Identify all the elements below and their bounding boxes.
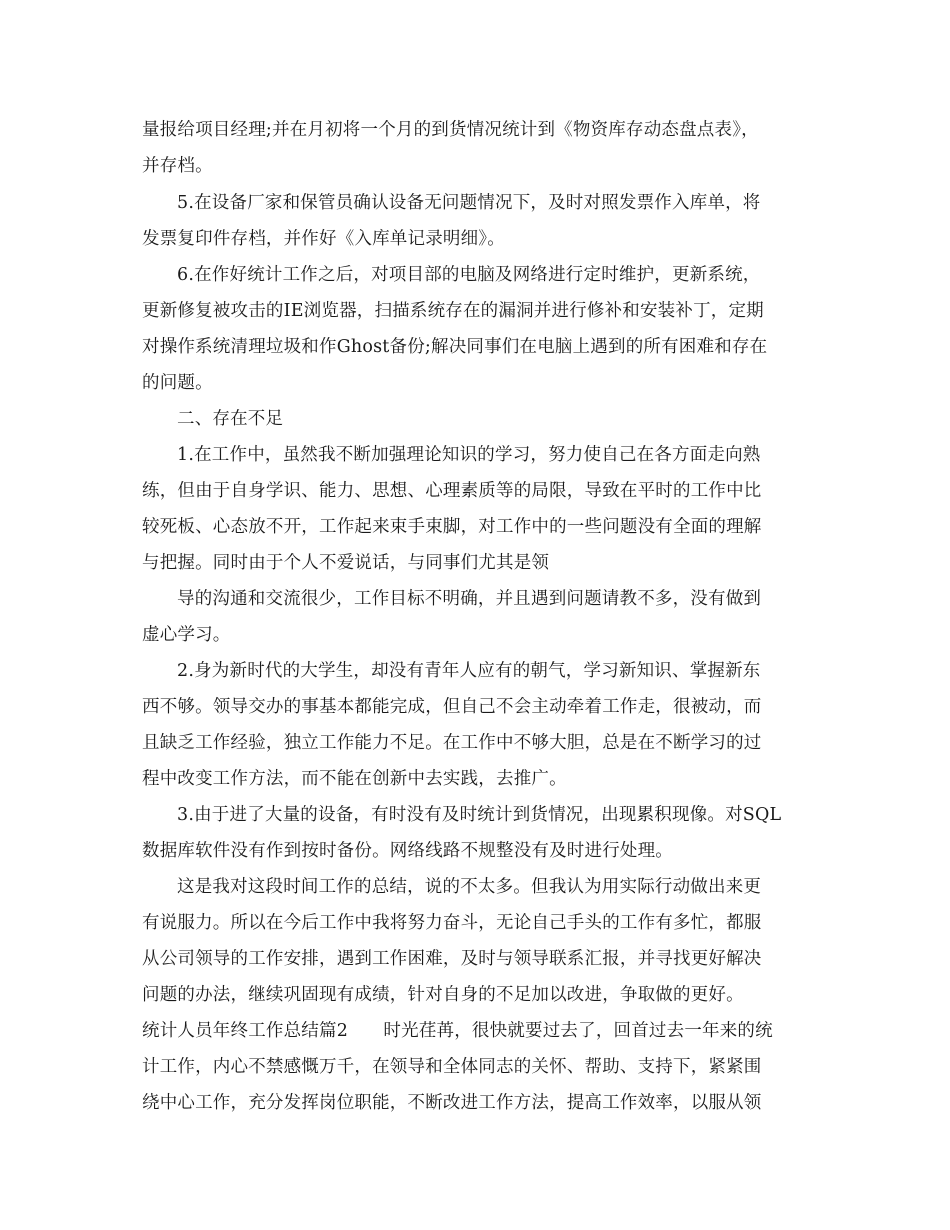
body-text-line: 统计人员年终工作总结篇2 时光荏苒，很快就要过去了，回首过去一年来的统 xyxy=(142,1021,773,1041)
body-text-line: 计工作，内心不禁感慨万千，在领导和全体同志的关怀、帮助、支持下，紧紧围 xyxy=(142,1057,762,1077)
body-text-line: 并存档。 xyxy=(142,156,213,176)
body-text-line: 虚心学习。 xyxy=(142,625,231,645)
body-text-line: 绕中心工作，充分发挥岗位职能，不断改进工作方法，提高工作效率，以服从领 xyxy=(142,1093,762,1113)
body-text-line: 与把握。同时由于个人不爱说话，与同事们尤其是领 xyxy=(142,553,550,573)
body-text-line: 导的沟通和交流很少，工作目标不明确，并且遇到问题请教不多，没有做到 xyxy=(177,589,762,609)
body-text-line: 且缺乏工作经验，独立工作能力不足。在工作中不够大胆，总是在不断学习的过 xyxy=(142,733,762,753)
body-text-line: 练，但由于自身学识、能力、思想、心理素质等的局限，导致在平时的工作中比 xyxy=(142,481,762,501)
body-text-line: 5.在设备厂家和保管员确认设备无问题情况下，及时对照发票作入库单，将 xyxy=(177,193,761,213)
body-text-line: 这是我对这段时间工作的总结，说的不太多。但我认为用实际行动做出来更 xyxy=(177,877,762,897)
body-text-line: 6.在作好统计工作之后，对项目部的电脑及网络进行定时维护，更新系统， xyxy=(177,265,761,285)
body-text-line: 3.由于进了大量的设备，有时没有及时统计到货情况，出现累积现像。对SQL xyxy=(177,805,782,825)
section-heading: 二、存在不足 xyxy=(177,409,284,429)
body-text-line: 有说服力。所以在今后工作中我将努力奋斗，无论自己手头的工作有多忙，都服 xyxy=(142,913,762,933)
body-text-line: 量报给项目经理;并在月初将一个月的到货情况统计到《物资库存动态盘点表》， xyxy=(142,120,759,140)
body-text-line: 对操作系统清理垃圾和作Ghost备份;解决同事们在电脑上遇到的所有困难和存在 xyxy=(142,337,768,357)
body-text-line: 西不够。领导交办的事基本都能完成，但自己不会主动牵着工作走，很被动，而 xyxy=(142,697,762,717)
body-text-line: 从公司领导的工作安排，遇到工作困难，及时与领导联系汇报，并寻找更好解决 xyxy=(142,949,762,969)
body-text-line: 问题的办法，继续巩固现有成绩，针对自身的不足加以改进，争取做的更好。 xyxy=(142,985,744,1005)
body-text-line: 较死板、心态放不开，工作起来束手束脚，对工作中的一些问题没有全面的理解 xyxy=(142,517,762,537)
body-text-line: 1.在工作中，虽然我不断加强理论知识的学习，努力使自己在各方面走向熟 xyxy=(177,445,761,465)
body-text-line: 更新修复被攻击的IE浏览器，扫描系统存在的漏洞并进行修补和安装补丁，定期 xyxy=(142,301,764,321)
body-text-line: 2.身为新时代的大学生，却没有青年人应有的朝气，学习新知识、掌握新东 xyxy=(177,661,761,681)
body-text-line: 的问题。 xyxy=(142,373,213,393)
body-text-line: 数据库软件没有作到按时备份。网络线路不规整没有及时进行处理。 xyxy=(142,841,673,861)
body-text-line: 程中改变工作方法，而不能在创新中去实践，去推广。 xyxy=(142,769,567,789)
body-text-line: 发票复印件存档，并作好《入库单记录明细》。 xyxy=(142,229,505,249)
